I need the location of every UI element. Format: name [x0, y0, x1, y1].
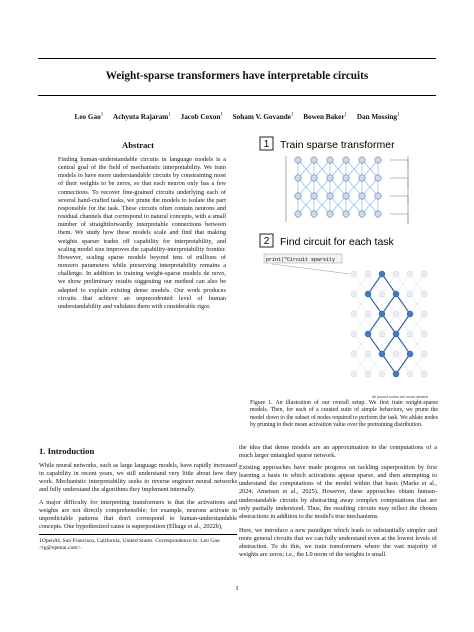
network-node — [359, 157, 365, 163]
circuit-node — [351, 311, 357, 317]
network-node — [343, 175, 349, 181]
author-name: Bowen Baker$^1$ — [303, 113, 348, 122]
circuit-node — [421, 311, 427, 317]
residual-connector — [390, 178, 408, 187]
circuit-node — [407, 331, 413, 337]
network-node — [375, 211, 381, 217]
abstract-body: Finding human-understandable circuits in language models is a central goal of the field of mechanistic interpretability. We train models to have more understandable circuits by constraining most of their weights to be zeros, so that each neuron only has a few connections. To recover fine-grained circuits underlying each of several hand-crafted tasks, we prune the models to isolate the part responsible for the task. These circuits often contain neurons and residual channels that correspond to natural concepts, with a small number of straightforwardly interpretable connections between them. We study how these models scale and find that making weights sparser trades off capability for interpretability, and scaling model size improves the capability-interpretability frontier. However, scaling sparse models beyond tens of millions of nonzero parameters while preserving interpretability remains a challenge. In addition to training weight-sparse models de novo, we show preliminary results suggesting our method can also be adapted to explain existing dense models. Our work produces circuits that achieve an unprecedented level of human understandability and validates them with considerable rigor. — [58, 156, 226, 310]
ablated-note: All pruned nodes are mean-ablated — [371, 395, 429, 399]
circuit-node — [393, 331, 399, 337]
step2-header — [260, 234, 395, 248]
author-name: Jacob Coxon$^1$ — [180, 113, 223, 122]
circuit-node — [407, 371, 413, 377]
network-node — [327, 157, 333, 163]
circuit-node — [393, 351, 399, 357]
network-node — [295, 157, 301, 163]
affiliation-footnote: 1OpenAI, San Francisco, California, United States. Correspondence to: Leo Gao <lg@openai.com>. — [39, 534, 237, 552]
abstract-heading: Abstract — [122, 140, 154, 150]
intro-col2-p2: Existing approaches have made progress on tackling superposition by first learning a basis in which activations appear sparse, and then attempting to understand the computations of the model within that basis (Marks et al., 2024; Ameisen et al., 2025). However, these approaches obtain human-understandable circuits by abstracting away complex computations that are only partially understood. Thus, the resulting circuits may reflect the chosen abstractions in addition to the model's true mechanisms. — [239, 464, 437, 520]
circuit-node — [365, 351, 371, 357]
circuit-node — [351, 351, 357, 357]
author-list — [38, 113, 436, 121]
circuit-node — [365, 331, 371, 337]
network-node — [375, 157, 381, 163]
network-node — [343, 193, 349, 199]
network-node — [327, 193, 333, 199]
network-node — [343, 211, 349, 217]
circuit-node — [421, 351, 427, 357]
network-node — [359, 193, 365, 199]
circuit-node — [393, 371, 399, 377]
author-name: Achyuta Rajaram$^1$ — [113, 113, 171, 122]
network-node — [295, 175, 301, 181]
circuit-node — [421, 331, 427, 337]
circuit-node — [351, 331, 357, 337]
intro-col1-p2: A major difficulty for interpreting transformers is that the activations and weights are not directly comprehensible; for example, neurons activate in unpredictable patterns that don't correspond to human-understandable concepts. One hypothesized cause is superposition (Elhage et al., 2022b), — [39, 499, 237, 531]
page-number: 1 — [235, 585, 239, 592]
residual-connector — [390, 160, 408, 169]
network-node — [295, 193, 301, 199]
circuit-node — [379, 291, 385, 297]
circuit-node — [351, 271, 357, 277]
circuit-node — [407, 311, 413, 317]
circuit-node — [379, 311, 385, 317]
circuit-node — [379, 371, 385, 377]
author-name: Dan Mossing$^1$ — [356, 113, 400, 122]
circuit-node — [421, 271, 427, 277]
circuit-node — [351, 371, 357, 377]
circuit-node — [379, 351, 385, 357]
residual-connector — [390, 214, 408, 223]
network-node — [295, 211, 301, 217]
author-name: Leo Gao$^1$ — [74, 113, 104, 122]
circuit-node — [421, 291, 427, 297]
network-node — [343, 157, 349, 163]
step2-number: 2 — [263, 236, 270, 247]
network-node — [375, 193, 381, 199]
intro-col2-p1: the idea that dense models are an approximation to the computations of a much larger untangled sparse network. — [239, 444, 437, 460]
circuit-node — [393, 271, 399, 277]
circuit-node — [351, 291, 357, 297]
author-name: Soham V. Govande$^1$ — [232, 113, 294, 122]
network-node — [359, 175, 365, 181]
network-node — [327, 211, 333, 217]
figure-1 — [250, 132, 438, 410]
intro-col1-p1: While neural networks, such as large language models, have rapidly increased in capability in recent years, we still understand very little about how they work. Mechanistic interpretability seeks to reverse engineer neural networks and fully understand the algorithms they implement internally. — [39, 462, 237, 494]
network-node — [311, 193, 317, 199]
snippet-pointer — [272, 264, 350, 274]
circuit-node — [407, 291, 413, 297]
circuit-node — [365, 291, 371, 297]
network-node — [327, 175, 333, 181]
residual-connector — [390, 196, 408, 205]
circuit-node — [379, 331, 385, 337]
circuit-node — [393, 311, 399, 317]
circuit-node — [365, 371, 371, 377]
step1-number: 1 — [263, 139, 270, 150]
paper-title: Weight-sparse transformers have interpretable circuits — [105, 70, 369, 82]
intro-heading: 1. Introduction — [39, 446, 95, 456]
circuit-node — [407, 271, 413, 277]
title-rule — [38, 95, 436, 96]
step2-label: Find circuit for each task — [280, 236, 394, 248]
dense-network-diagram — [286, 156, 408, 224]
circuit-node — [393, 291, 399, 297]
network-node — [311, 157, 317, 163]
circuit-node — [421, 371, 427, 377]
circuit-node — [379, 271, 385, 277]
top-rule — [38, 58, 436, 59]
code-snippet: print("Circuit sparsity — [266, 257, 336, 263]
circuit-node — [365, 311, 371, 317]
figure-caption: Figure 1. An illustration of our overall setup. We first train weight-sparse models. Then, for each of a curated suite of simple behaviors, we prune the model down to the subset of nodes required to perform the task. We ablate nodes by pruning to their mean activation value over the pretraining distribution. — [250, 400, 438, 428]
network-node — [359, 211, 365, 217]
pruned-circuit-diagram — [272, 264, 427, 377]
step1-header — [260, 137, 395, 151]
step1-label: Train sparse transformer — [280, 139, 395, 151]
intro-col2-p3: Here, we introduce a new paradigm which leads to substantially simpler and more general circuits that we can fully understand even at the lowest levels of abstraction. To do this, we train transformers where the vast majority of weights are zeros; i.e., the L0 norm of the weights is small. — [239, 527, 437, 559]
circuit-node — [365, 271, 371, 277]
circuit-node — [407, 351, 413, 357]
network-node — [311, 175, 317, 181]
network-node — [311, 211, 317, 217]
network-node — [375, 175, 381, 181]
